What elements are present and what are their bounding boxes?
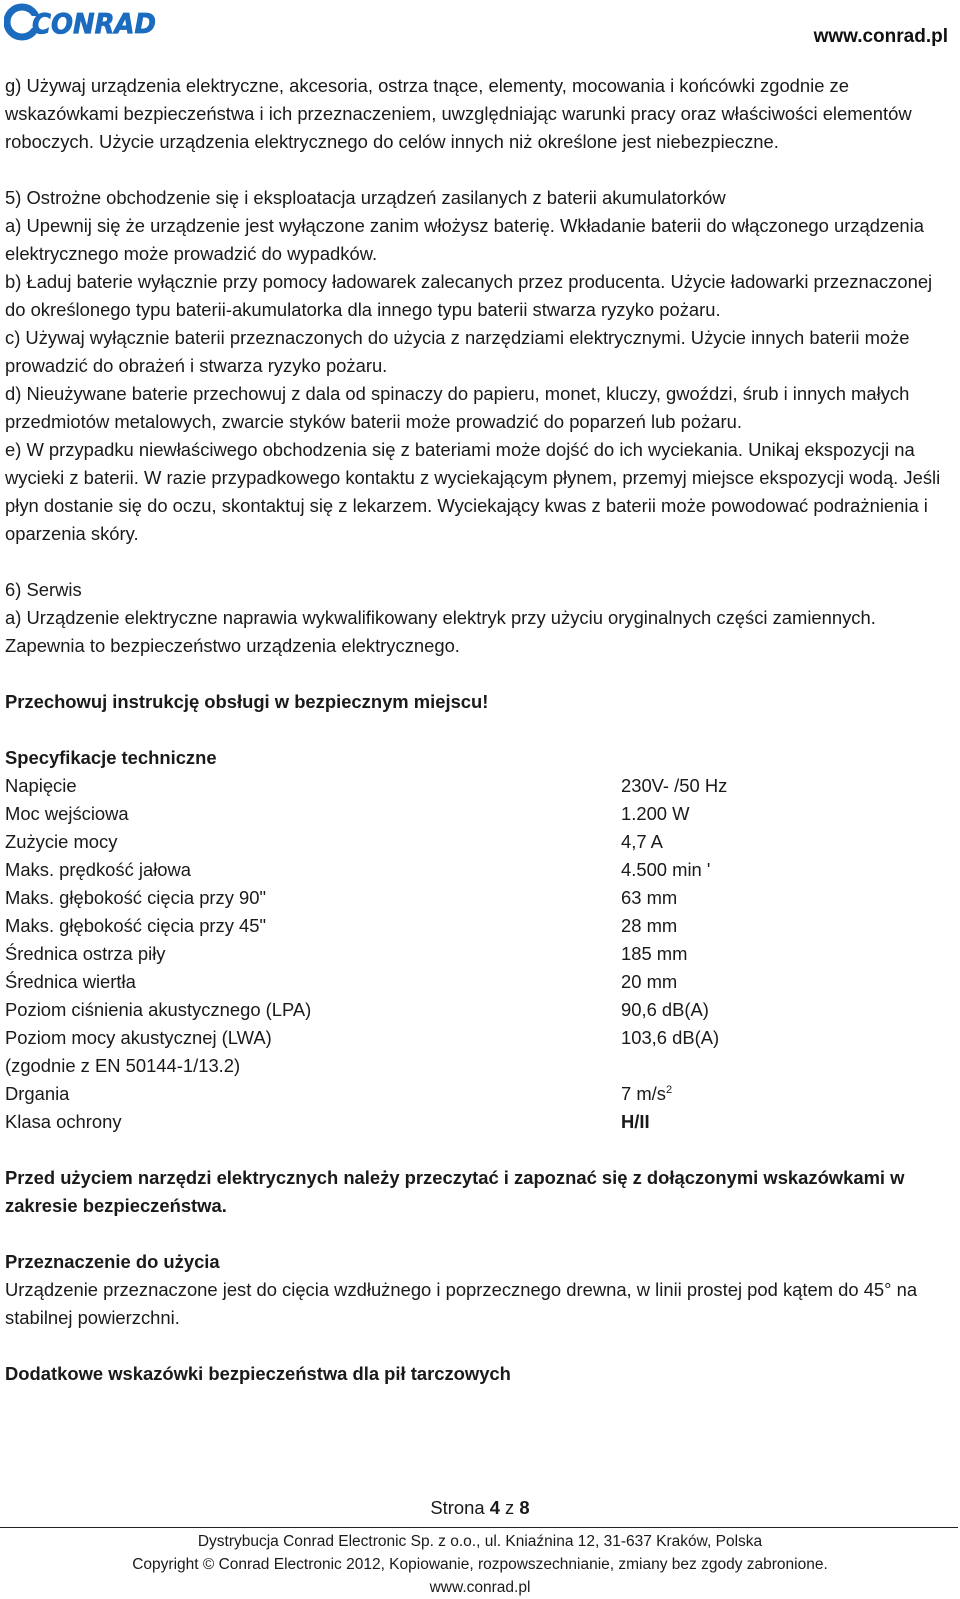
page-sep: z — [505, 1497, 515, 1518]
footer-copyright: Copyright © Conrad Electronic 2012, Kopiowanie, rozpowszechnianie, zmiany bez zgody zabronione. — [132, 1556, 828, 1573]
spec-row — [5, 856, 950, 884]
spec-label: Poziom ciśnienia akustycznego (LPA) — [5, 999, 312, 1020]
spec-label: Moc wejściowa — [5, 803, 129, 824]
spec-value: 4.500 min ' — [621, 859, 711, 880]
spec-row-vibration — [5, 1080, 950, 1108]
page-header — [0, 0, 960, 50]
spec-value: 90,6 dB(A) — [621, 999, 709, 1020]
purpose-text: Urządzenie przeznaczone jest do cięcia wzdłużnego i poprzecznego drewna, w linii prostej pod kątem do 45° na stabilnej powierzchni. — [5, 1279, 918, 1328]
keep-manual-notice: Przechowuj instrukcję obsługi w bezpiecznym miejscu! — [5, 691, 489, 712]
spec-label: (zgodnie z EN 50144-1/13.2) — [5, 1055, 241, 1076]
page-number — [0, 1497, 960, 1519]
spec-row — [5, 884, 950, 912]
section-5-item-c: c) Używaj wyłącznie baterii przeznaczonych do użycia z narzędziami elektrycznymi. Użycie innych baterii może prowadzić do obrażeń i stwarza ryzyko pożaru. — [5, 327, 910, 376]
site-url: www.conrad.pl — [813, 26, 948, 47]
section-6-title: 6) Serwis — [5, 579, 82, 600]
spec-label: Zużycie mocy — [5, 831, 118, 852]
before-use-notice: Przed użyciem narzędzi elektrycznych należy przeczytać i zapoznać się z dołączonymi wskazówkami w zakresie bezpieczeństwa. — [5, 1167, 905, 1216]
spec-row — [5, 800, 950, 828]
footer-address: Dystrybucja Conrad Electronic Sp. z o.o., ul. Kniaźnina 12, 31-637 Kraków, Polska — [197, 1533, 763, 1550]
section-5-item-a: a) Upewnij się że urządzenie jest wyłączone zanim włożysz baterię. Wkładanie baterii do włączonego urządzenia elektrycznego może prowadzić do wypadków. — [5, 215, 924, 264]
spec-label: Maks. głębokość cięcia przy 45" — [5, 915, 267, 936]
spec-row — [5, 968, 950, 996]
spec-value: 28 mm — [621, 915, 678, 936]
spec-row — [5, 940, 950, 968]
section-6-item-a: a) Urządzenie elektryczne naprawia wykwalifikowany elektryk przy użyciu oryginalnych części zamiennych. Zapewnia to bezpieczeństwo urządzenia elektrycznego. — [5, 607, 876, 656]
spec-table — [5, 772, 950, 1136]
spec-row — [5, 772, 950, 800]
spec-label: Maks. prędkość jałowa — [5, 859, 192, 880]
section-5-title: 5) Ostrożne obchodzenie się i eksploatacja urządzeń zasilanych z baterii akumulatorków — [5, 187, 726, 208]
spec-label: Napięcie — [5, 775, 77, 796]
vibration-exponent: 2 — [665, 1084, 673, 1096]
section-5-item-d: d) Nieużywane baterie przechowuj z dala od spinaczy do papieru, monet, kluczy, gwoździ, śrub i innych małych przedmiotów metalowych, zwarcie styków baterii może prowadzić do poparzeń lub pożaru. — [5, 383, 910, 432]
spec-value: 185 mm — [621, 943, 688, 964]
spec-row — [5, 996, 950, 1024]
spec-row — [5, 828, 950, 856]
page-current: 4 — [489, 1497, 500, 1518]
spec-value — [621, 1080, 672, 1108]
spec-value: 4,7 A — [621, 831, 663, 852]
spec-label: Maks. głębokość cięcia przy 90" — [5, 887, 267, 908]
extra-safety-title: Dodatkowe wskazówki bezpieczeństwa dla pił tarczowych — [5, 1363, 511, 1384]
spec-value: 63 mm — [621, 887, 678, 908]
spec-label: Klasa ochrony — [5, 1111, 122, 1132]
spec-value: H/II — [621, 1111, 650, 1132]
spec-value: 20 mm — [621, 971, 678, 992]
vibration-value: 7 m/s — [621, 1083, 666, 1104]
spec-row — [5, 1024, 950, 1052]
footer-divider — [0, 1527, 958, 1528]
spec-label: Poziom mocy akustycznej (LWA) — [5, 1027, 272, 1048]
page-prefix: Strona — [430, 1497, 485, 1518]
footer-url: www.conrad.pl — [429, 1579, 531, 1596]
section-5-item-b: b) Ładuj baterie wyłącznie przy pomocy ładowarek zalecanych przez producenta. Użycie ładowarki przeznaczonej do określonego typu baterii-akumulatorka dla innego typu baterii stwarza ryzyko pożaru. — [5, 271, 933, 320]
logo-text: CONRAD — [32, 7, 156, 40]
spec-value: 230V- /50 Hz — [621, 775, 728, 796]
spec-row — [5, 912, 950, 940]
spec-label: Drgania — [5, 1083, 70, 1104]
spec-row-protection-class — [5, 1108, 950, 1136]
spec-value: 1.200 W — [621, 803, 690, 824]
spec-label: Średnica ostrza piły — [5, 943, 166, 964]
page-footer — [0, 1530, 960, 1599]
section-5-item-e: e) W przypadku niewłaściwego obchodzenia się z bateriami może dojść do ich wyciekania. Unikaj ekspozycji na wycieki z baterii. W razie przypadkowego kontaktu z wyciekającym płynem, przemyj miejsce ekspozycji wodą. Jeśli płyn dostanie się do oczu, skontaktuj się z lekarzem. Wyciekający kwas z baterii może powodować podrażnienia i oparzenia skóry. — [5, 439, 941, 544]
purpose-title: Przeznaczenie do użycia — [5, 1251, 220, 1272]
spec-title: Specyfikacje techniczne — [5, 747, 217, 768]
conrad-logo — [4, 0, 160, 44]
spec-label: Średnica wiertła — [5, 971, 136, 992]
spec-value: 103,6 dB(A) — [621, 1027, 720, 1048]
document-body — [5, 72, 950, 1388]
spec-row — [5, 1052, 950, 1080]
page-total: 8 — [519, 1497, 530, 1518]
paragraph-g: g) Używaj urządzenia elektryczne, akcesoria, ostrza tnące, elementy, mocowania i końcówki zgodnie ze wskazówkami bezpieczeństwa i ich przeznaczeniem, uwzględniając warunki pracy oraz właściwości elementów roboczych. Użycie urządzenia elektrycznego do celów innych niż określone jest niebezpieczne. — [5, 75, 912, 152]
